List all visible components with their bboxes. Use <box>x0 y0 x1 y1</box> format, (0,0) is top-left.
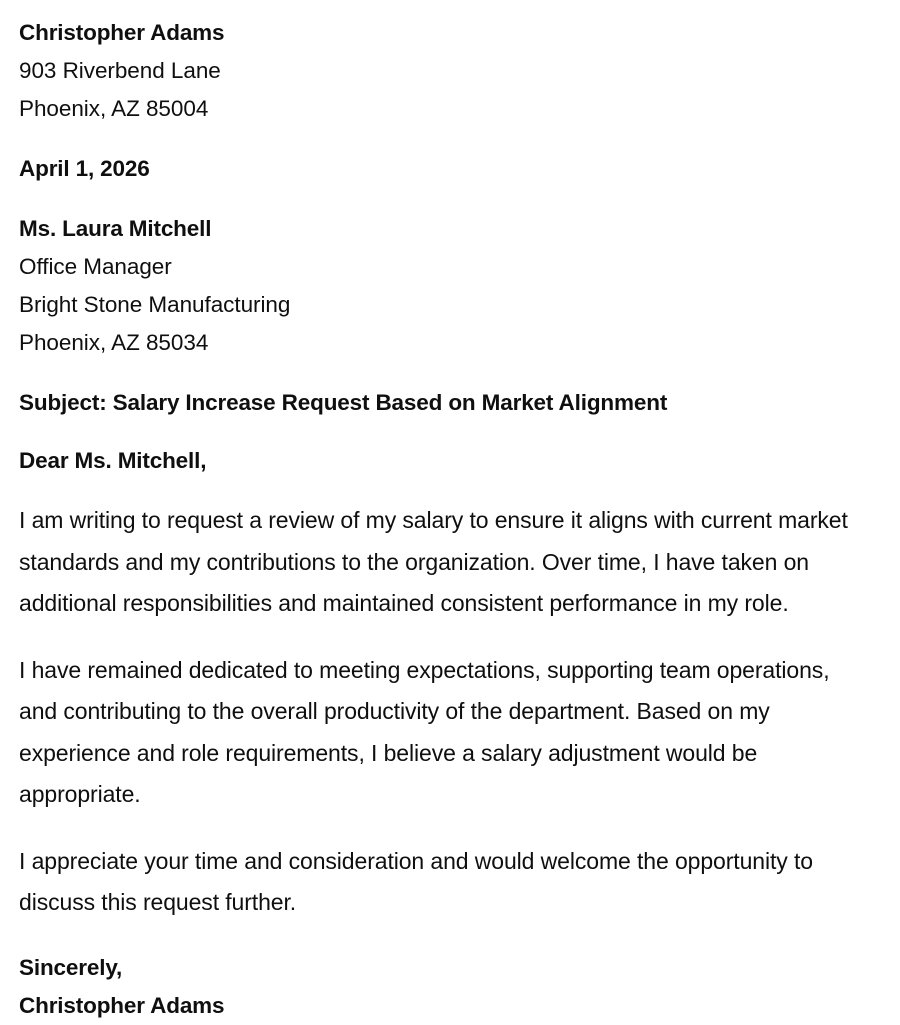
recipient-address-block <box>19 210 864 362</box>
body-paragraph-2-block <box>19 650 864 816</box>
closing-block <box>19 949 864 1025</box>
body-paragraph-3-block <box>19 841 864 924</box>
letter-date: April 1, 2026 <box>19 156 150 181</box>
salutation-block <box>19 442 864 480</box>
body-paragraph-2: I have remained dedicated to meeting expectations, supporting team operations, and contributing to the overall productivity of the department. Based on my experience and role requirements, I believe a salary adjustment would be appropriate. <box>19 656 830 807</box>
body-paragraph-1-block <box>19 500 864 625</box>
subject-line: Subject: Salary Increase Request Based on Market Alignment <box>19 390 668 415</box>
recipient-name: Ms. Laura Mitchell <box>19 216 212 241</box>
recipient-title: Office Manager <box>19 254 172 279</box>
sender-name: Christopher Adams <box>19 20 225 45</box>
sender-city-state-zip: Phoenix, AZ 85004 <box>19 96 209 121</box>
body-paragraph-3: I appreciate your time and consideration and would welcome the opportunity to discuss this request further. <box>19 847 813 915</box>
sender-street: 903 Riverbend Lane <box>19 58 221 83</box>
body-paragraph-1: I am writing to request a review of my salary to ensure it aligns with current market standards and my contributions to the organization. Over time, I have taken on additional responsibilities and maintained consistent performance in my role. <box>19 507 848 616</box>
salutation: Dear Ms. Mitchell, <box>19 448 207 473</box>
letter-date-block <box>19 150 864 188</box>
signature-name: Christopher Adams <box>19 992 225 1018</box>
subject-line-block <box>19 384 864 422</box>
recipient-company: Bright Stone Manufacturing <box>19 292 291 317</box>
recipient-city-state-zip: Phoenix, AZ 85034 <box>19 330 209 355</box>
sender-address-block <box>19 14 864 128</box>
valediction: Sincerely, <box>19 954 123 980</box>
